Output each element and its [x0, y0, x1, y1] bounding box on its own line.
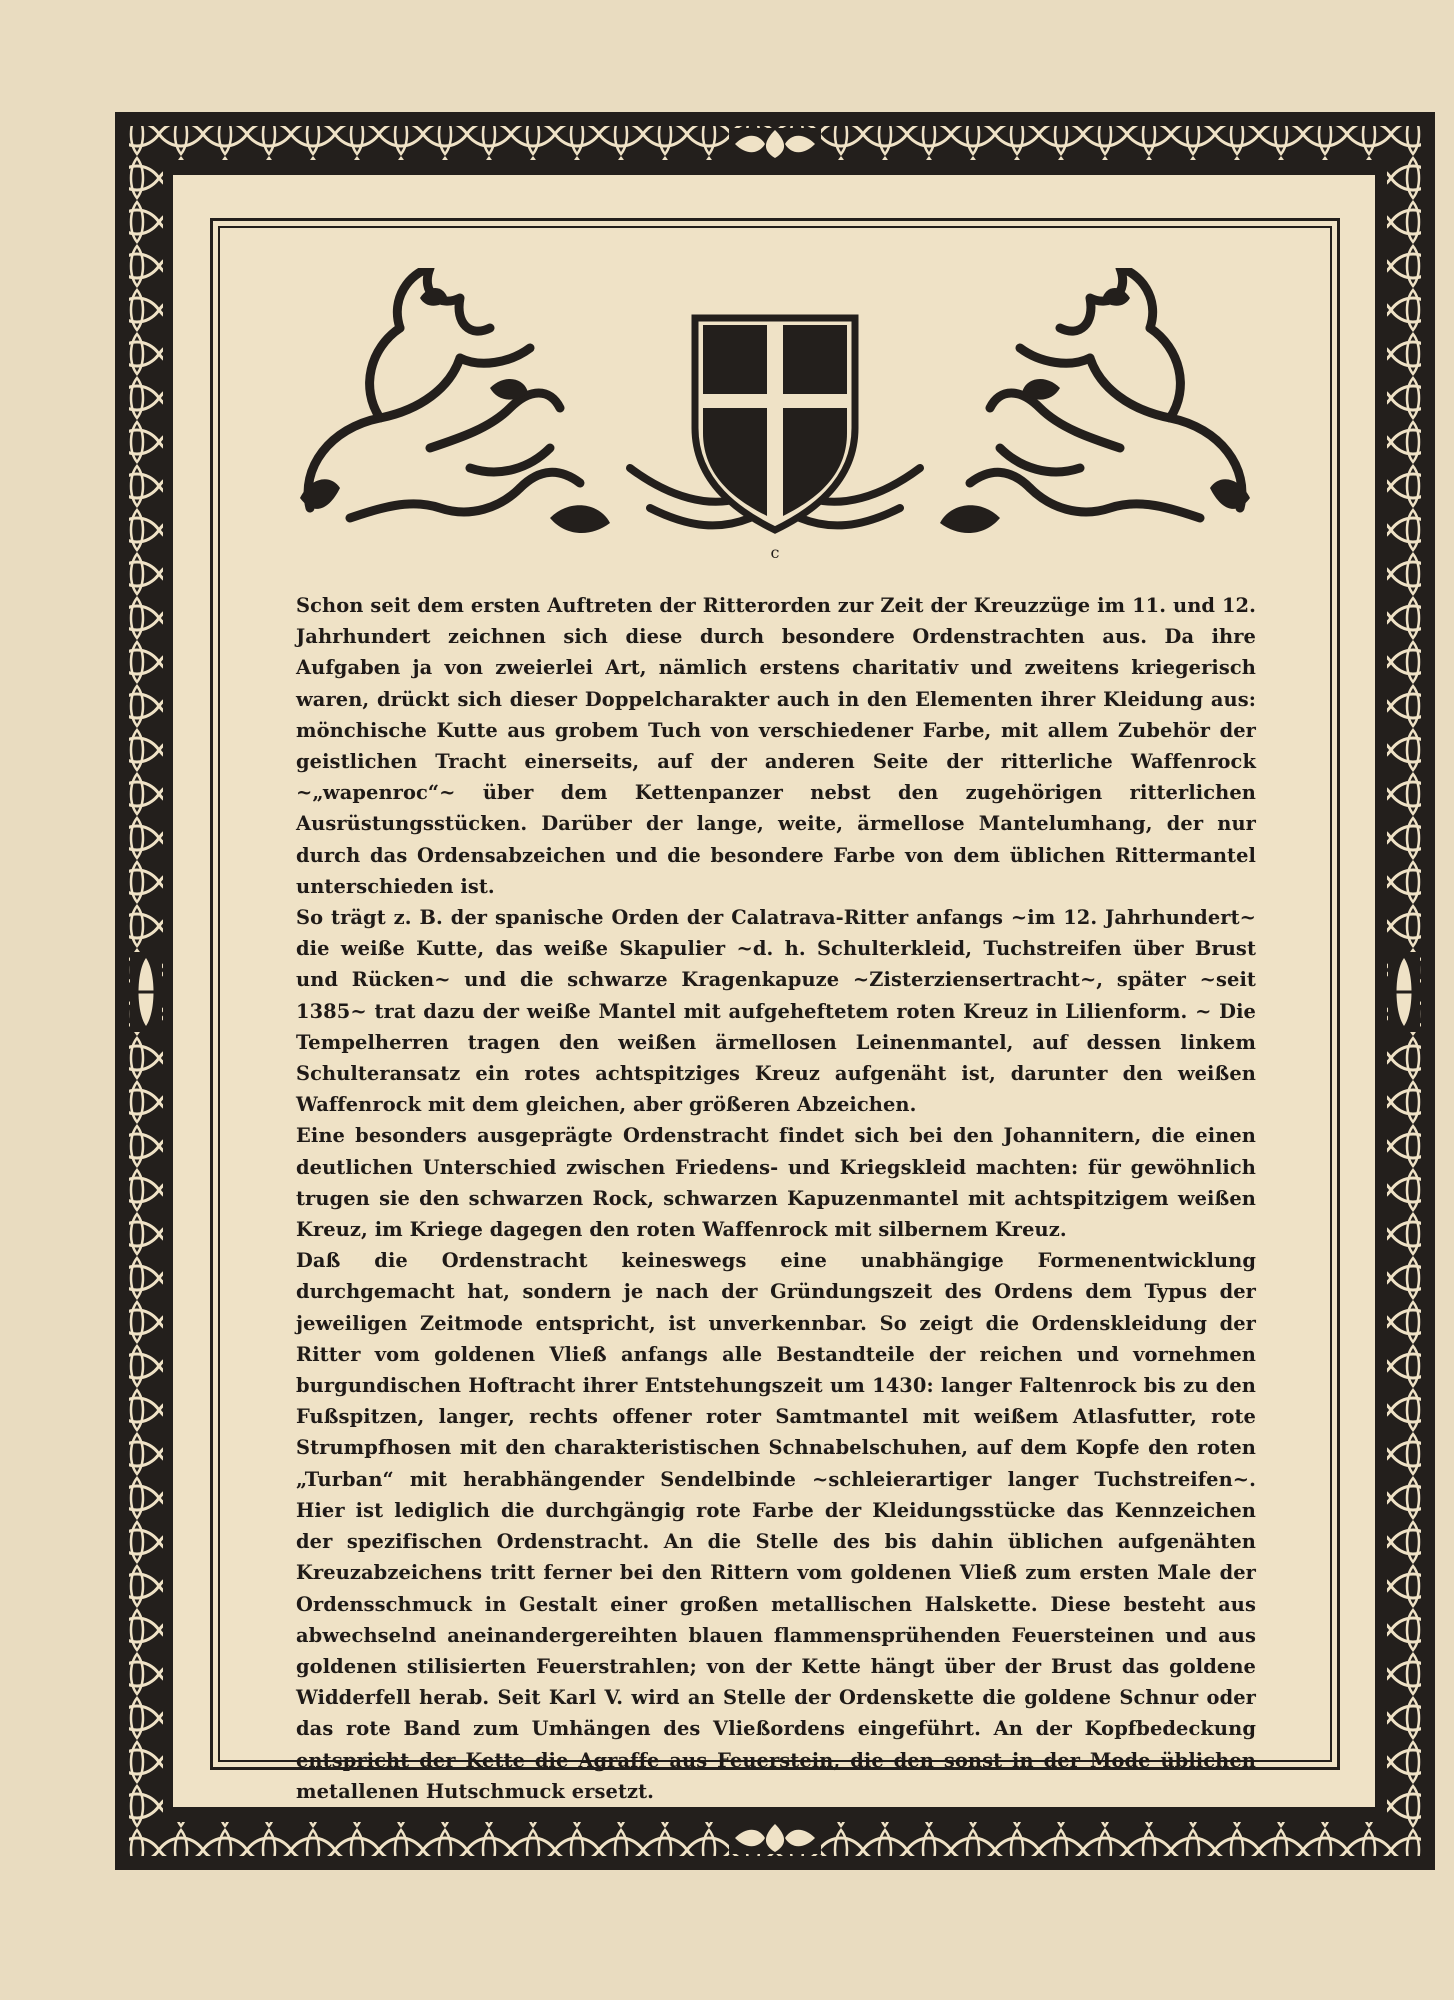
paragraph-3: Eine besonders ausgeprägte Ordenstracht findet sich bei den Johannitern, die einen deutlichen Unterschied zwischen Friedens- und Kriegskleid machten: für gewöhnlich trugen sie den schwarzen Rock, schwarzen Kapuzenmantel mit achtspitzigem weißen Kreuz, im Kriege dagegen den roten Waffenrock mit silbernem Kreuz. — [296, 1124, 1256, 1242]
left-griffin-mantling — [308, 268, 580, 518]
heraldic-crest — [290, 268, 1260, 568]
bottom-center-leaf-ornament — [729, 1822, 821, 1854]
body-text — [296, 590, 1256, 1803]
paragraph-1: Schon seit dem ersten Auftreten der Ritterorden zur Zeit der Kreuzzüge im 11. und 12. Jahrhundert zeichnen sich diese durch besondere Ordenstrachten aus. Da ihre Aufgaben ja von zweierlei Art, nämlich erstens charitativ und zweitens kriegerisch waren, drückt sich dieser Doppelcharakter auch in den Elementen ihrer Kleidung aus: mönchische Kutte aus grobem Tuch von verschiedener Farbe, mit allem Zubehör der geistlichen Tracht einerseits, auf der anderen Seite der ritterliche Waffenrock ~„wapenroc“~ über dem Kettenpanzer nebst den zugehörigen ritterlichen Ausrüstungsstücken. Darüber der lange, weite, ärmellose Mantelumhang, der nur durch das Ordensabzeichen und die besondere Farbe von dem üblichen Rittermantel unterschieden ist. — [296, 594, 1256, 898]
top-center-leaf-ornament — [729, 128, 821, 160]
right-center-leaf-ornament — [1388, 952, 1420, 1032]
right-griffin-mantling — [970, 268, 1242, 518]
crest-letter: c — [770, 543, 780, 562]
paragraph-2: So trägt z. B. der spanische Orden der Calatrava-Ritter anfangs ~im 12. Jahrhundert~ die weiße Kutte, das weiße Skapulier ~d. h. Schulterkleid, Tuchstreifen über Brust und Rücken~ und die schwarze Kragenkapuze ~Zisterziensertracht~, später ~seit 1385~ trat dazu der weiße Mantel mit aufgeheftetem roten Kreuz in Lilienform. ~ Die Tempelherren tragen den weißen ärmellosen Leinenmantel, auf dessen linkem Schulteransatz ein rotes achtspitziges Kreuz aufgenäht ist, darunter den weißen Waffenrock mit dem gleichen, aber größeren Abzeichen. — [296, 906, 1256, 1117]
paragraph-4: Daß die Ordenstracht keineswegs eine unabhängige Formenentwicklung durchgemacht hat, sondern je nach der Gründungszeit des Ordens dem Typus der jeweiligen Zeitmode entspricht, ist unverkennbar. So zeigt die Ordenskleidung der Ritter vom goldenen Vließ anfangs alle Bestandteile der reichen und vornehmen burgundischen Hoftracht ihrer Entstehungszeit um 1430: langer Faltenrock bis zu den Fußspitzen, langer, rechts offener roter Samtmantel mit weißem Atlasfutter, rote Strumpfhosen mit den charakteristischen Schnabelschuhen, auf dem Kopfe den roten „Turban“ mit herabhängender Sendelbinde ~schleierartiger langer Tuchstreifen~. Hier ist lediglich die durchgängig rote Farbe der Kleidungsstücke das Kennzeichen der spezifischen Ordenstracht. An die Stelle des bis dahin üblichen aufgenähten Kreuzabzeichens tritt ferner bei den Rittern vom goldenen Vließ zum ersten Male der Ordensschmuck in Gestalt einer großen metallischen Halskette. Diese besteht aus abwechselnd aneinandergereihten blauen flammensprühenden Feuersteinen und aus goldenen stilisierten Feuerstrahlen; von der Kette hängt über der Brust das goldene Widderfell herab. Seit Karl V. wird an Stelle der Ordenskette die goldene Schnur oder das rote Band zum Umhängen des Vließordens eingeführt. An der Kopfbedeckung entspricht der Kette die Agraffe aus Feuerstein, die den sonst in der Mode üblichen metallenen Hutschmuck ersetzt. — [296, 1249, 1256, 1803]
left-center-leaf-ornament — [130, 952, 162, 1032]
